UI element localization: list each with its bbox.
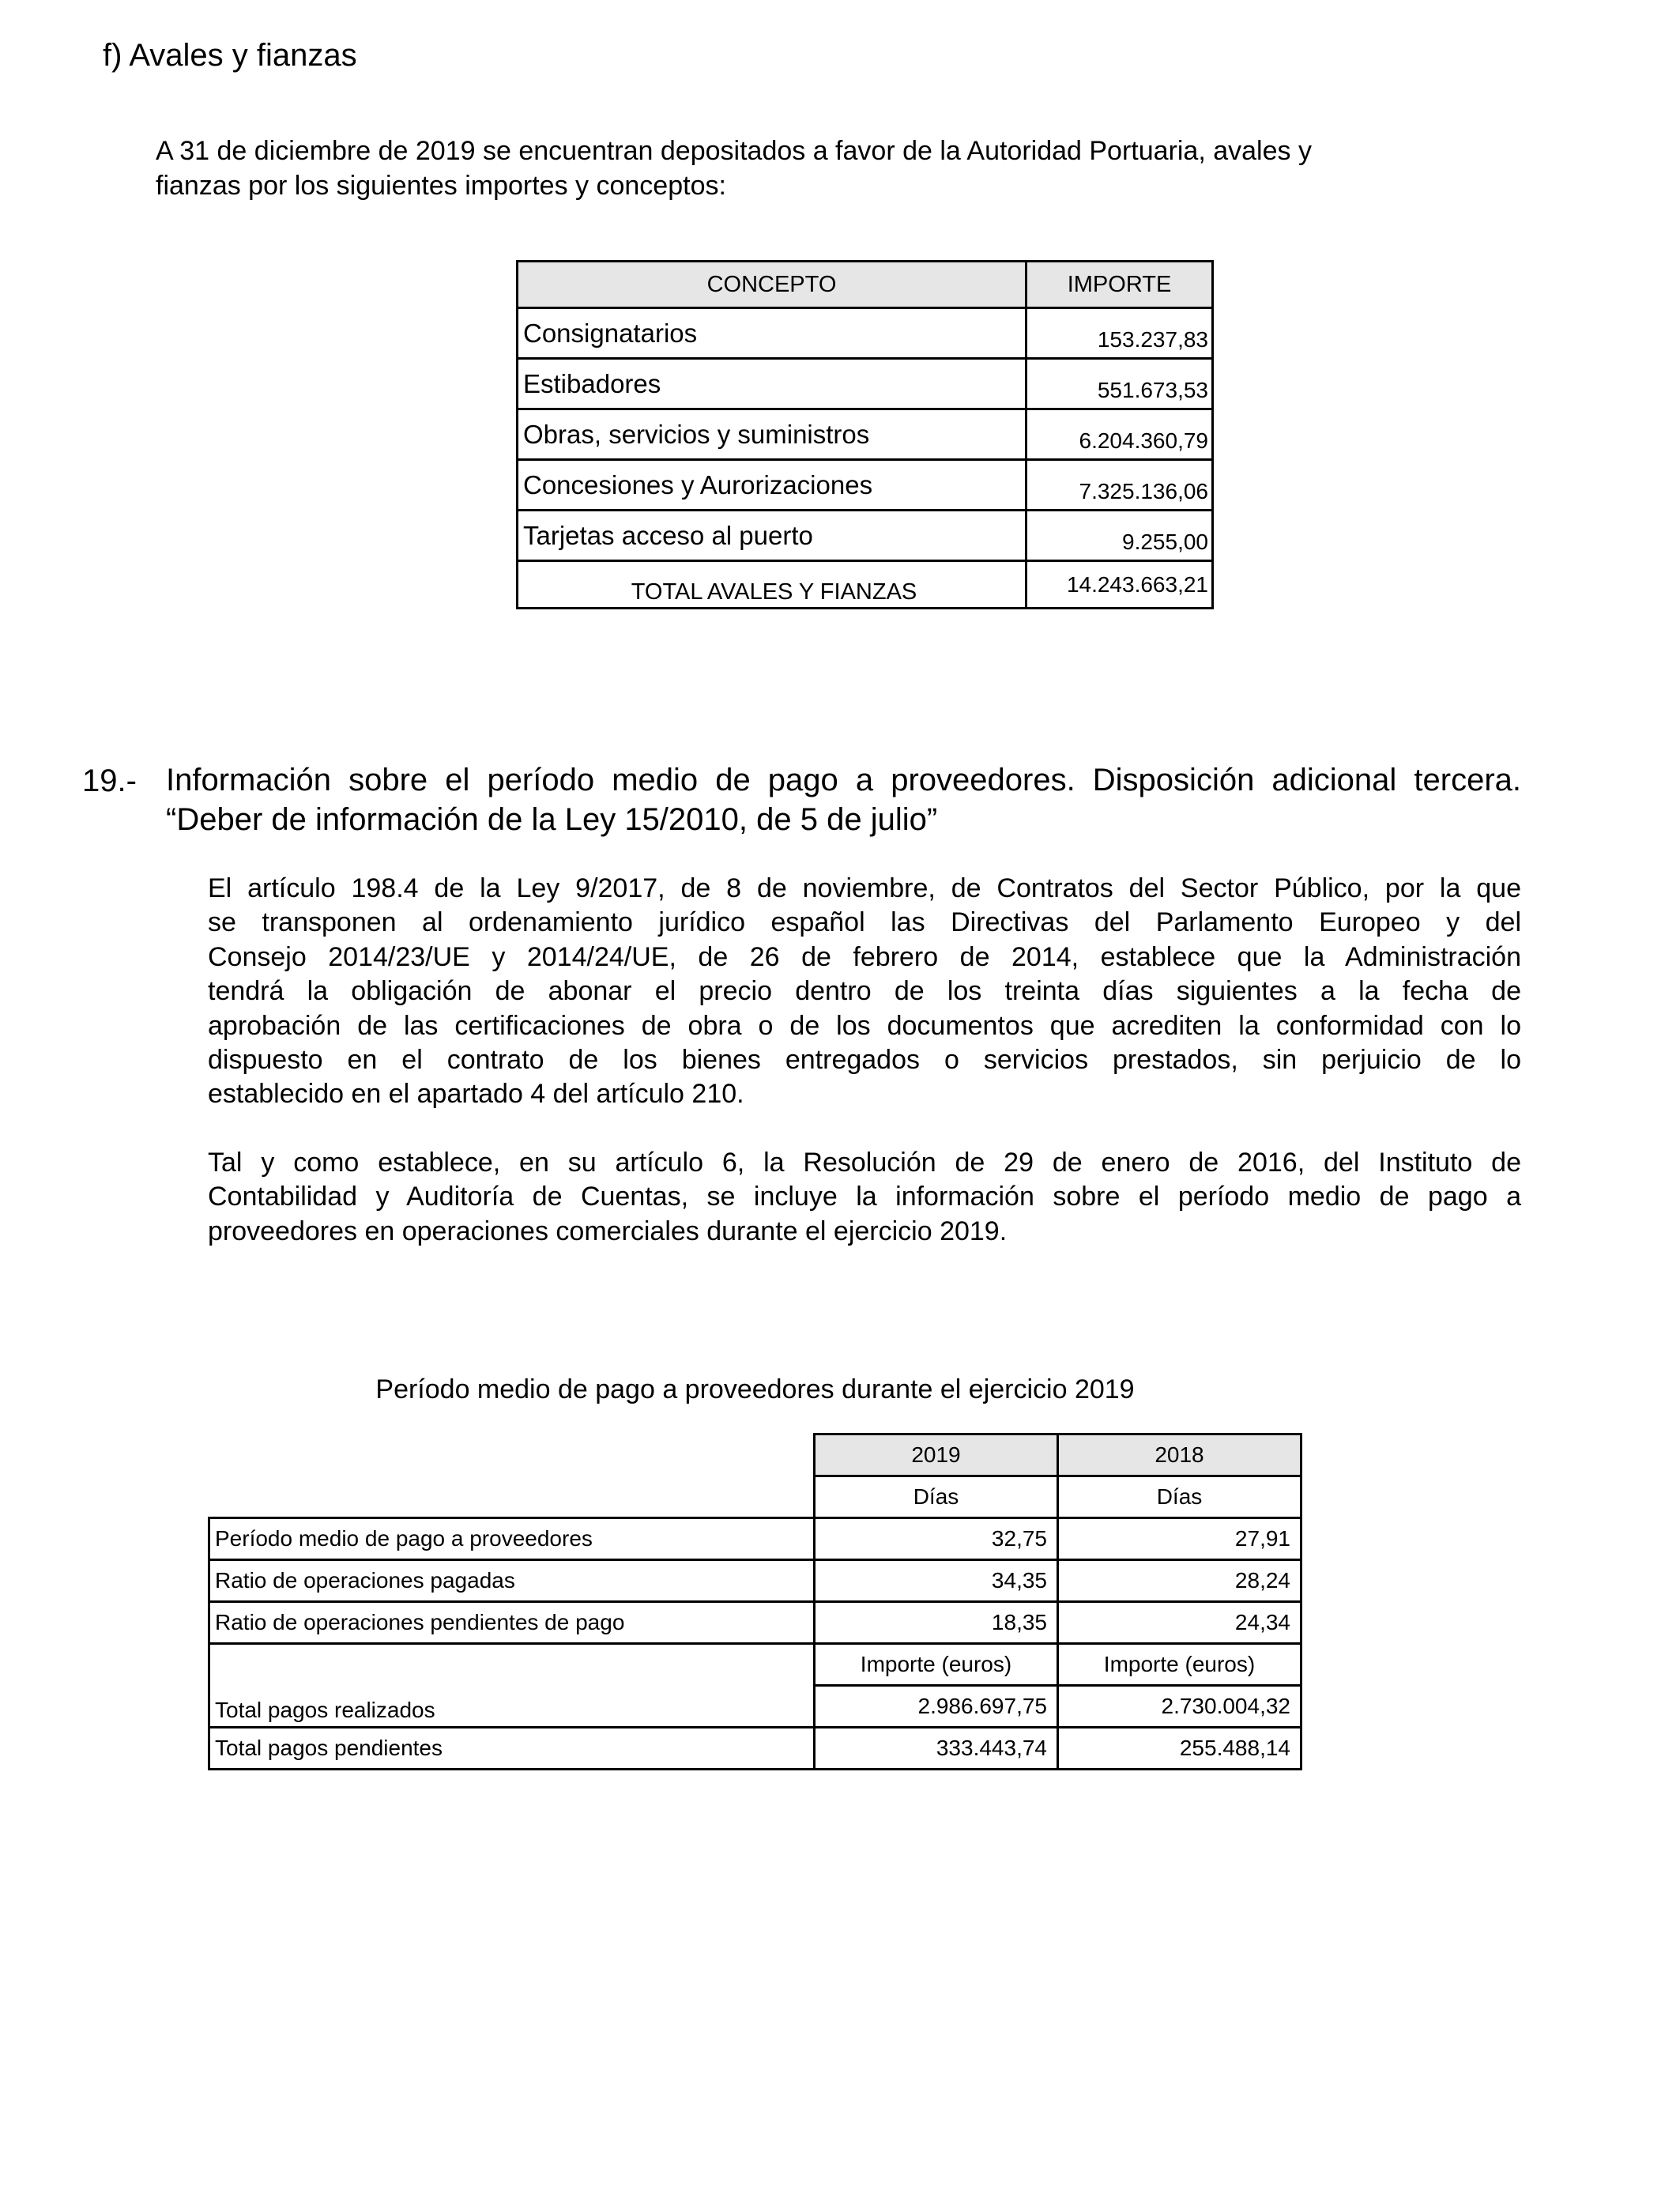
- importe-cell: 6.204.360,79: [1026, 409, 1213, 460]
- row-label: Ratio de operaciones pagadas: [209, 1560, 815, 1602]
- paragraph-line: Consejo 2014/23/UE y 2014/24/UE, de 26 de febrero de 2014, establece que la Administración: [208, 941, 1521, 972]
- year-header-row: [209, 1434, 1301, 1476]
- table-row: [518, 460, 1213, 511]
- unit-days-2019: Días: [815, 1476, 1058, 1518]
- value-2019: 333.443,74: [815, 1728, 1058, 1770]
- table-row: [518, 308, 1213, 359]
- paragraph-line: tendrá la obligación de abonar el precio dentro de los treinta días siguientes a la fecha de: [208, 976, 1521, 1007]
- paragraph-line: Tal y como establece, en su artículo 6, la Resolución de 29 de enero de 2016, del Instituto de: [208, 1148, 1521, 1178]
- value-2019: 18,35: [815, 1602, 1058, 1644]
- table-row: [209, 1728, 1301, 1770]
- table-row: [209, 1644, 1301, 1686]
- heading-line: Información sobre el período medio de pago a proveedores. Disposición adicional tercera.: [166, 763, 1521, 797]
- value-2018: 27,91: [1058, 1518, 1301, 1560]
- unit-amount-2019: Importe (euros): [815, 1644, 1058, 1686]
- table-row: [518, 511, 1213, 561]
- total-label: TOTAL AVALES Y FIANZAS: [518, 561, 1026, 609]
- concepto-cell: Estibadores: [518, 359, 1026, 409]
- value-2018: 24,34: [1058, 1602, 1301, 1644]
- year-2018-header: 2018: [1058, 1434, 1301, 1476]
- paragraph-line: dispuesto en el contrato de los bienes entregados o servicios prestados, sin perjuicio de lo: [208, 1045, 1521, 1076]
- importe-cell: 9.255,00: [1026, 511, 1213, 561]
- concepto-cell: Concesiones y Aurorizaciones: [518, 460, 1026, 511]
- paragraph-line: aprobación de las certificaciones de obra o de los documentos que acrediten la conformidad con lo: [208, 1010, 1521, 1041]
- row-label: Total pagos realizados: [209, 1644, 815, 1728]
- concepto-cell: Consignatarios: [518, 308, 1026, 359]
- value-2019: 2.986.697,75: [815, 1686, 1058, 1728]
- paragraph-article-198: [208, 872, 1521, 1112]
- empty-cell: [209, 1434, 815, 1476]
- paragraph-line: se transponen al ordenamiento jurídico español las Directivas del Parlamento Europeo y del: [208, 907, 1521, 938]
- unit-days-row: [209, 1476, 1301, 1518]
- header-importe: IMPORTE: [1026, 262, 1213, 308]
- paragraph-line: El artículo 198.4 de la Ley 9/2017, de 8 de noviembre, de Contratos del Sector Público, por la que: [208, 873, 1521, 903]
- row-label: Período medio de pago a proveedores: [209, 1518, 815, 1560]
- paragraph-line: Contabilidad y Auditoría de Cuentas, se incluye la información sobre el período medio de pago a: [208, 1182, 1521, 1212]
- header-concepto: CONCEPTO: [518, 262, 1026, 308]
- concepto-cell: Tarjetas acceso al puerto: [518, 511, 1026, 561]
- concepto-cell: Obras, servicios y suministros: [518, 409, 1026, 460]
- importe-cell: 7.325.136,06: [1026, 460, 1213, 511]
- table-row: [209, 1560, 1301, 1602]
- value-2019: 34,35: [815, 1560, 1058, 1602]
- avales-intro-paragraph: [156, 134, 1499, 203]
- unit-days-2018: Días: [1058, 1476, 1301, 1518]
- payment-table-title: Período medio de pago a proveedores durante el ejercicio 2019: [375, 1374, 1135, 1404]
- intro-line: fianzas por los siguientes importes y conceptos:: [156, 171, 726, 201]
- section-f-title: f) Avales y fianzas: [103, 38, 357, 73]
- intro-line: A 31 de diciembre de 2019 se encuentran depositados a favor de la Autoridad Portuaria, avales y: [156, 136, 1312, 166]
- heading-line: “Deber de información de la Ley 15/2010, de 5 de julio”: [166, 802, 938, 837]
- table-row: [518, 409, 1213, 460]
- paragraph-line: establecido en el apartado 4 del artículo 210.: [208, 1079, 744, 1110]
- row-label: Total pagos pendientes: [209, 1728, 815, 1770]
- importe-cell: 153.237,83: [1026, 308, 1213, 359]
- table-row: [209, 1602, 1301, 1644]
- importe-cell: 551.673,53: [1026, 359, 1213, 409]
- paragraph-resolucion: [208, 1146, 1521, 1249]
- empty-cell: [209, 1476, 815, 1518]
- total-importe: 14.243.663,21: [1026, 561, 1213, 609]
- section-19-heading: [166, 760, 1521, 839]
- unit-amount-2018: Importe (euros): [1058, 1644, 1301, 1686]
- row-label: Ratio de operaciones pendientes de pago: [209, 1602, 815, 1644]
- table-row: [518, 359, 1213, 409]
- avales-table: [516, 260, 1214, 609]
- value-2019: 32,75: [815, 1518, 1058, 1560]
- table-row: [209, 1518, 1301, 1560]
- value-2018: 28,24: [1058, 1560, 1301, 1602]
- avales-table-header: [518, 262, 1213, 308]
- payment-period-table: [208, 1433, 1302, 1770]
- value-2018: 2.730.004,32: [1058, 1686, 1301, 1728]
- section-19-number: 19.-: [82, 763, 137, 798]
- total-row: [518, 561, 1213, 609]
- year-2019-header: 2019: [815, 1434, 1058, 1476]
- paragraph-line: proveedores en operaciones comerciales durante el ejercicio 2019.: [208, 1216, 1008, 1246]
- value-2018: 255.488,14: [1058, 1728, 1301, 1770]
